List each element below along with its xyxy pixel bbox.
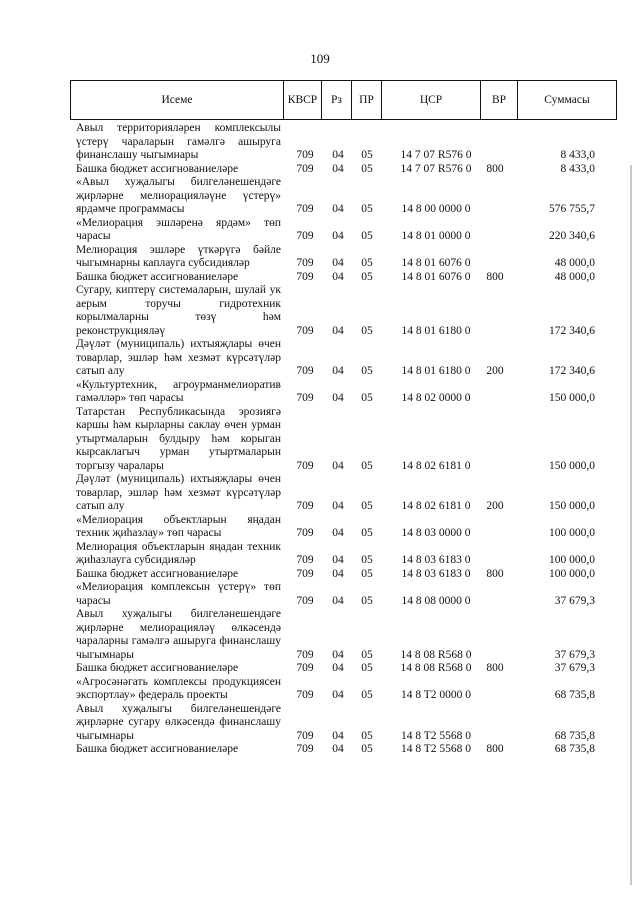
table-row <box>0 122 640 163</box>
table-row <box>0 271 640 285</box>
rz-cell: 04 <box>332 689 344 701</box>
row-name: Сугару, киптерү системаларын, шулай ук аерым торучы гидротехник корылмаларны төзү һәм реконструкцияләү <box>76 284 281 337</box>
kvsr-cell: 709 <box>296 743 314 755</box>
kvsr-cell: 709 <box>296 594 314 607</box>
header-rz: Рз <box>322 81 352 119</box>
vr-cell: 800 <box>486 162 504 175</box>
rz-cell: 04 <box>332 500 344 512</box>
sum-cell: 68 735,8 <box>554 689 595 701</box>
row-name: «Мелиорация эшләренә ярдәм» төп чарасы <box>76 216 281 242</box>
row-name: Татарстан Республикасында эрозиягә каршы һәм кырларны саклау өчен урман утыртмаларын булдыру һәм корыган кырсаклагыч урман утыртмаларын торгызу чаралары <box>76 405 281 472</box>
row-name: Башка бюджет ассигнованиеләре <box>76 162 239 175</box>
table-row <box>0 284 640 338</box>
rz-cell: 04 <box>332 594 344 607</box>
sum-cell: 37 679,3 <box>554 662 595 674</box>
pr-cell: 05 <box>361 527 373 539</box>
sum-cell: 150 000,0 <box>549 459 595 472</box>
vr-cell: 800 <box>486 743 504 755</box>
pr-cell: 05 <box>361 459 373 472</box>
pr-cell: 05 <box>361 270 373 283</box>
csr-code-cell: 14 8 01 6076 0 <box>401 257 471 269</box>
sum-cell: 100 000,0 <box>549 567 595 580</box>
sum-cell: 150 000,0 <box>549 392 595 404</box>
table-header <box>70 80 617 120</box>
rz-cell: 04 <box>332 662 344 674</box>
kvsr-cell: 709 <box>296 662 314 674</box>
kvsr-cell: 709 <box>296 324 314 337</box>
kvsr-cell: 709 <box>296 500 314 512</box>
kvsr-cell: 709 <box>296 554 314 566</box>
rz-cell: 04 <box>332 149 344 161</box>
table-row <box>0 662 640 676</box>
rz-cell: 04 <box>332 743 344 755</box>
pr-cell: 05 <box>361 689 373 701</box>
header-pr: ПР <box>352 81 382 119</box>
csr-code-cell: 14 8 08 0000 0 <box>401 594 471 607</box>
table-row <box>0 608 640 662</box>
row-name: Мелиорация объектларын яңадан техник җиһазлауга субсидияләр <box>76 540 281 566</box>
sum-cell: 37 679,3 <box>554 594 595 607</box>
csr-code-cell: 14 8 03 6183 0 <box>401 567 471 580</box>
table-row <box>0 176 640 217</box>
sum-cell: 48 000,0 <box>554 257 595 269</box>
csr-code-cell: 14 8 08 R568 0 <box>400 662 472 674</box>
sum-cell: 68 735,8 <box>554 743 595 755</box>
scan-edge-line <box>630 165 632 885</box>
table-row <box>0 163 640 177</box>
sum-cell: 68 735,8 <box>554 729 595 742</box>
pr-cell: 05 <box>361 365 373 377</box>
rz-cell: 04 <box>332 527 344 539</box>
vr-cell: 800 <box>486 270 504 283</box>
sum-cell: 220 340,6 <box>549 230 595 242</box>
header-name: Исеме <box>71 81 284 119</box>
pr-cell: 05 <box>361 149 373 161</box>
row-name: Башка бюджет ассигнованиеләре <box>76 270 239 283</box>
page-number: 109 <box>310 51 330 66</box>
table-row <box>0 406 640 474</box>
sum-cell: 150 000,0 <box>549 500 595 512</box>
csr-code-cell: 14 8 02 6181 0 <box>401 500 471 512</box>
kvsr-cell: 709 <box>296 365 314 377</box>
sum-cell: 172 340,6 <box>549 324 595 337</box>
kvsr-cell: 709 <box>296 689 314 701</box>
table-row <box>0 379 640 406</box>
table-row <box>0 338 640 379</box>
sum-cell: 8 433,0 <box>560 162 595 175</box>
header-csr: ЦСР <box>382 81 481 119</box>
kvsr-cell: 709 <box>296 567 314 580</box>
csr-code-cell: 14 8 08 R568 0 <box>400 648 472 661</box>
pr-cell: 05 <box>361 567 373 580</box>
csr-code-cell: 14 8 02 6181 0 <box>401 459 471 472</box>
header-kvsr: КВСР <box>284 81 322 119</box>
csr-code-cell: 14 8 T2 0000 0 <box>400 689 472 701</box>
csr-code-cell: 14 8 03 6183 0 <box>401 554 471 566</box>
pr-cell: 05 <box>361 662 373 674</box>
csr-code-cell: 14 8 00 0000 0 <box>401 203 471 215</box>
row-name: Дәүләт (муниципаль) ихтыяҗлары өчен товарлар, эшләр һәм хезмәт күрсәтүләр сатып алу <box>76 473 281 512</box>
row-name: «Мелиорация комплексын үстерү» төп чарасы <box>76 581 281 607</box>
csr-code-cell: 14 8 01 6180 0 <box>401 324 471 337</box>
pr-cell: 05 <box>361 203 373 215</box>
rz-cell: 04 <box>332 567 344 580</box>
pr-cell: 05 <box>361 257 373 269</box>
table-row <box>0 676 640 703</box>
row-name: «Агросәнәгать комплексы продукциясен экспортлау» федераль проекты <box>76 675 281 701</box>
rz-cell: 04 <box>332 257 344 269</box>
rz-cell: 04 <box>332 162 344 175</box>
sum-cell: 172 340,6 <box>549 365 595 377</box>
row-name: Башка бюджет ассигнованиеләре <box>76 567 239 580</box>
table-row <box>0 743 640 757</box>
rz-cell: 04 <box>332 203 344 215</box>
vr-cell: 800 <box>486 567 504 580</box>
csr-code-cell: 14 8 01 0000 0 <box>401 230 471 242</box>
row-name: «Авыл хуҗалыгы билгеләнешендәге җирләрне мелиорацияләүне үстерү» ярдәмче программасы <box>76 176 281 215</box>
sum-cell: 100 000,0 <box>549 554 595 566</box>
rz-cell: 04 <box>332 270 344 283</box>
sum-cell: 48 000,0 <box>554 270 595 283</box>
pr-cell: 05 <box>361 648 373 661</box>
table-row <box>0 541 640 568</box>
sum-cell: 100 000,0 <box>549 527 595 539</box>
rz-cell: 04 <box>332 459 344 472</box>
sum-cell: 576 755,7 <box>549 203 595 215</box>
pr-cell: 05 <box>361 743 373 755</box>
pr-cell: 05 <box>361 594 373 607</box>
kvsr-cell: 709 <box>296 729 314 742</box>
row-name: «Мелиорация объектларын яңадан техник җиһазлау» төп чарасы <box>76 513 281 539</box>
kvsr-cell: 709 <box>296 270 314 283</box>
row-name: Авыл территорияләрен комплексылы үстерү чараларын гамәлгә ашыруга финанслашу чыгымнары <box>76 122 281 161</box>
vr-cell: 800 <box>486 662 504 674</box>
rz-cell: 04 <box>332 648 344 661</box>
row-name: Авыл хуҗалыгы билгеләнешендәге җирләрне сугару өлкәсендә финанслашу чыгымнары <box>76 702 281 742</box>
row-name: «Культуртехник, агроурманмелиоратив гамәлләр» төп чарасы <box>76 378 281 404</box>
csr-code-cell: 14 8 T2 5568 0 <box>400 743 472 755</box>
csr-code-cell: 14 8 T2 5568 0 <box>400 729 472 742</box>
pr-cell: 05 <box>361 230 373 242</box>
rz-cell: 04 <box>332 324 344 337</box>
csr-code-cell: 14 8 02 0000 0 <box>401 392 471 404</box>
csr-code-cell: 14 8 03 0000 0 <box>401 527 471 539</box>
row-name: Мелиорация эшләре үткәрүгә бәйле чыгымнарны каплауга субсидияләр <box>76 243 281 269</box>
row-name: Башка бюджет ассигнованиеләре <box>76 743 239 755</box>
table-body <box>0 122 640 757</box>
kvsr-cell: 709 <box>296 648 314 661</box>
table-row <box>0 703 640 744</box>
table-row <box>0 581 640 608</box>
csr-code-cell: 14 7 07 R576 0 <box>400 149 472 161</box>
sum-cell: 37 679,3 <box>554 648 595 661</box>
sum-cell: 8 433,0 <box>560 149 595 161</box>
kvsr-cell: 709 <box>296 257 314 269</box>
kvsr-cell: 709 <box>296 203 314 215</box>
kvsr-cell: 709 <box>296 459 314 472</box>
pr-cell: 05 <box>361 324 373 337</box>
table-row <box>0 473 640 514</box>
row-name: Авыл хуҗалыгы билгеләнешендәге җирләрне мелиорацияләү өлкәсендә чараларны гамәлгә ашыруга финанслашу чыгымнары <box>76 608 281 661</box>
vr-cell: 200 <box>486 365 504 377</box>
pr-cell: 05 <box>361 500 373 512</box>
header-vr: ВР <box>481 81 518 119</box>
header-sum: Суммасы <box>544 94 590 106</box>
row-name: Дәүләт (муниципаль) ихтыяҗлары өчен товарлар, эшләр һәм хезмәт күрсәтүләр сатып алу <box>76 338 281 377</box>
vr-cell: 200 <box>486 500 504 512</box>
kvsr-cell: 709 <box>296 230 314 242</box>
table-row <box>0 568 640 582</box>
csr-code-cell: 14 7 07 R576 0 <box>400 162 472 175</box>
kvsr-cell: 709 <box>296 149 314 161</box>
rz-cell: 04 <box>332 230 344 242</box>
rz-cell: 04 <box>332 392 344 404</box>
row-name: Башка бюджет ассигнованиеләре <box>76 662 239 674</box>
table-row <box>0 514 640 541</box>
csr-code-cell: 14 8 01 6076 0 <box>401 270 471 283</box>
table-row <box>0 217 640 244</box>
rz-cell: 04 <box>332 729 344 742</box>
kvsr-cell: 709 <box>296 162 314 175</box>
rz-cell: 04 <box>332 365 344 377</box>
kvsr-cell: 709 <box>296 392 314 404</box>
csr-code-cell: 14 8 01 6180 0 <box>401 365 471 377</box>
pr-cell: 05 <box>361 392 373 404</box>
pr-cell: 05 <box>361 554 373 566</box>
kvsr-cell: 709 <box>296 527 314 539</box>
rz-cell: 04 <box>332 554 344 566</box>
table-row <box>0 244 640 271</box>
pr-cell: 05 <box>361 162 373 175</box>
pr-cell: 05 <box>361 729 373 742</box>
